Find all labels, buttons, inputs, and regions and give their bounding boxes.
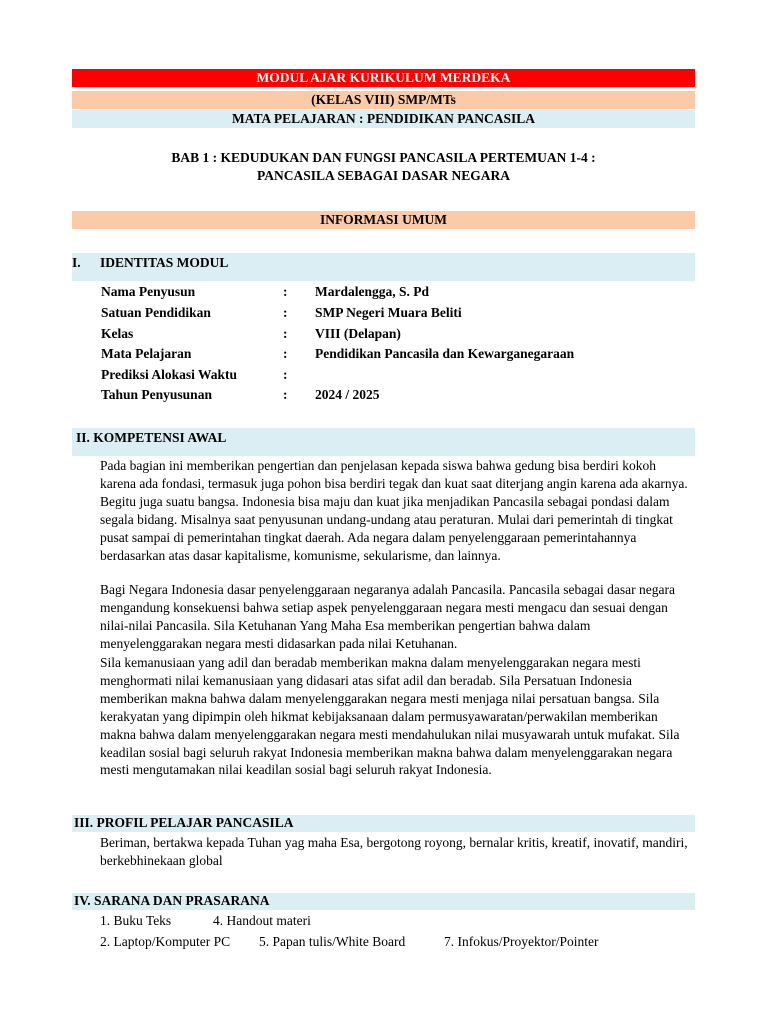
identity-colon: : <box>283 367 288 382</box>
identity-value: VIII (Delapan) <box>315 326 401 341</box>
identity-value: Mardalengga, S. Pd <box>315 284 430 299</box>
section-number: I. <box>72 255 81 270</box>
identity-value: SMP Negeri Muara Beliti <box>315 305 462 320</box>
competence-paragraph: Sila kemanusiaan yang adil dan beradab memberikan makna dalam menyelenggarakan negara mesti menghormati nilai kemanusiaan yang didasari atas sifat adil dan beradab. Sila Persatuan Indonesia memberikan makna bahwa dalam menyelenggarakan negara mesti menjaga nilai persatuan bangsa. Sila kerakyatan yang dipimpin oleh hikmat kebijaksanaan dalam permusyawaratan/perwakilan memberikan makna bahwa dalam menyelenggarakan negara mesti mendahulukan nilai musyawarah untuk mufakat. Sila keadilan sosial bagi seluruh rakyat Indonesia memberikan makna bahwa dalam menyelenggarakan negara mesti mengutamakan nilai keadilan sosial bagi seluruh rakyat Indonesia. <box>100 655 680 778</box>
identity-key: Satuan Pendidikan <box>101 305 211 320</box>
subject-banner: MATA PELAJARAN : PENDIDIKAN PANCASILA <box>72 110 695 128</box>
section-competence-heading: II. KOMPETENSI AWAL <box>72 428 695 456</box>
profile-paragraph: Beriman, bertakwa kepada Tuhan yag maha Esa, bergotong royong, bernalar kritis, kreatif, inovatif, mandiri, berkebhinekaan global <box>100 835 688 868</box>
identity-value: 2024 / 2025 <box>315 387 380 402</box>
facility-item: 2. Laptop/Komputer PC <box>100 934 231 949</box>
section-title: IDENTITAS MODUL <box>100 255 229 270</box>
section-identity-heading <box>72 253 695 281</box>
facility-item: 5. Papan tulis/White Board <box>259 934 406 949</box>
section-facilities-heading: IV. SARANA DAN PRASARANA <box>72 893 695 910</box>
identity-key: Mata Pelajaran <box>101 346 192 361</box>
general-info-heading: INFORMASI UMUM <box>72 211 695 229</box>
facility-item: 7. Infokus/Proyektor/Pointer <box>444 934 599 949</box>
module-title-banner: MODUL AJAR KURIKULUM MERDEKA <box>72 69 695 87</box>
identity-value: Pendidikan Pancasila dan Kewarganegaraan <box>315 346 575 361</box>
identity-colon: : <box>283 305 288 320</box>
competence-paragraph: Pada bagian ini memberikan pengertian dan penjelasan kepada siswa bahwa gedung bisa berdiri kokoh karena ada fondasi, termasuk juga pohon bisa berdiri tegak dan kuat saat diterjang angin karena ada akarnya. Begitu juga suatu bangsa. Indonesia bisa maju dan kuat jika menjadikan Pancasila sebagai pondasi dalam segala bidang. Misalnya saat penyusunan undang-undang atau peraturan. Mulai dari pemerintah di tingkat pusat sampai di pemerintahan tingkat daerah. Ada negara dalam penyelenggaraan pemerintahannya berdasarkan atas dasar kapitalisme, komunisme, sekularisme, dan lainnya. <box>100 458 688 563</box>
identity-colon: : <box>283 387 288 402</box>
facility-item: 1. Buku Teks <box>100 913 172 928</box>
identity-key: Tahun Penyusunan <box>101 387 212 402</box>
identity-key: Prediksi Alokasi Waktu <box>101 367 238 382</box>
class-banner: (KELAS VIII) SMP/MTs <box>72 91 695 109</box>
facility-item: 4. Handout materi <box>213 913 311 928</box>
identity-key: Kelas <box>101 326 134 341</box>
identity-key: Nama Penyusun <box>101 284 196 299</box>
identity-colon: : <box>283 346 288 361</box>
competence-paragraph: Bagi Negara Indonesia dasar penyelenggaraan negaranya adalah Pancasila. Pancasila sebagai dasar negara mengandung konsekuensi bahwa setiap aspek penyelenggaraan negara mesti mengacu dan sesuai dengan nilai-nilai Pancasila. Sila Ketuhanan Yang Maha Esa memberikan pengertian bahwa dalam menyelenggarakan negara mesti didasarkan pada nilai Ketuhanan. <box>100 582 675 651</box>
chapter-title-line-1: BAB 1 : KEDUDUKAN DAN FUNGSI PANCASILA PERTEMUAN 1-4 : <box>171 150 596 165</box>
section-profile-heading: III. PROFIL PELAJAR PANCASILA <box>72 815 695 832</box>
identity-colon: : <box>283 326 288 341</box>
identity-colon: : <box>283 284 288 299</box>
chapter-title-line-2: PANCASILA SEBAGAI DASAR NEGARA <box>257 168 510 183</box>
